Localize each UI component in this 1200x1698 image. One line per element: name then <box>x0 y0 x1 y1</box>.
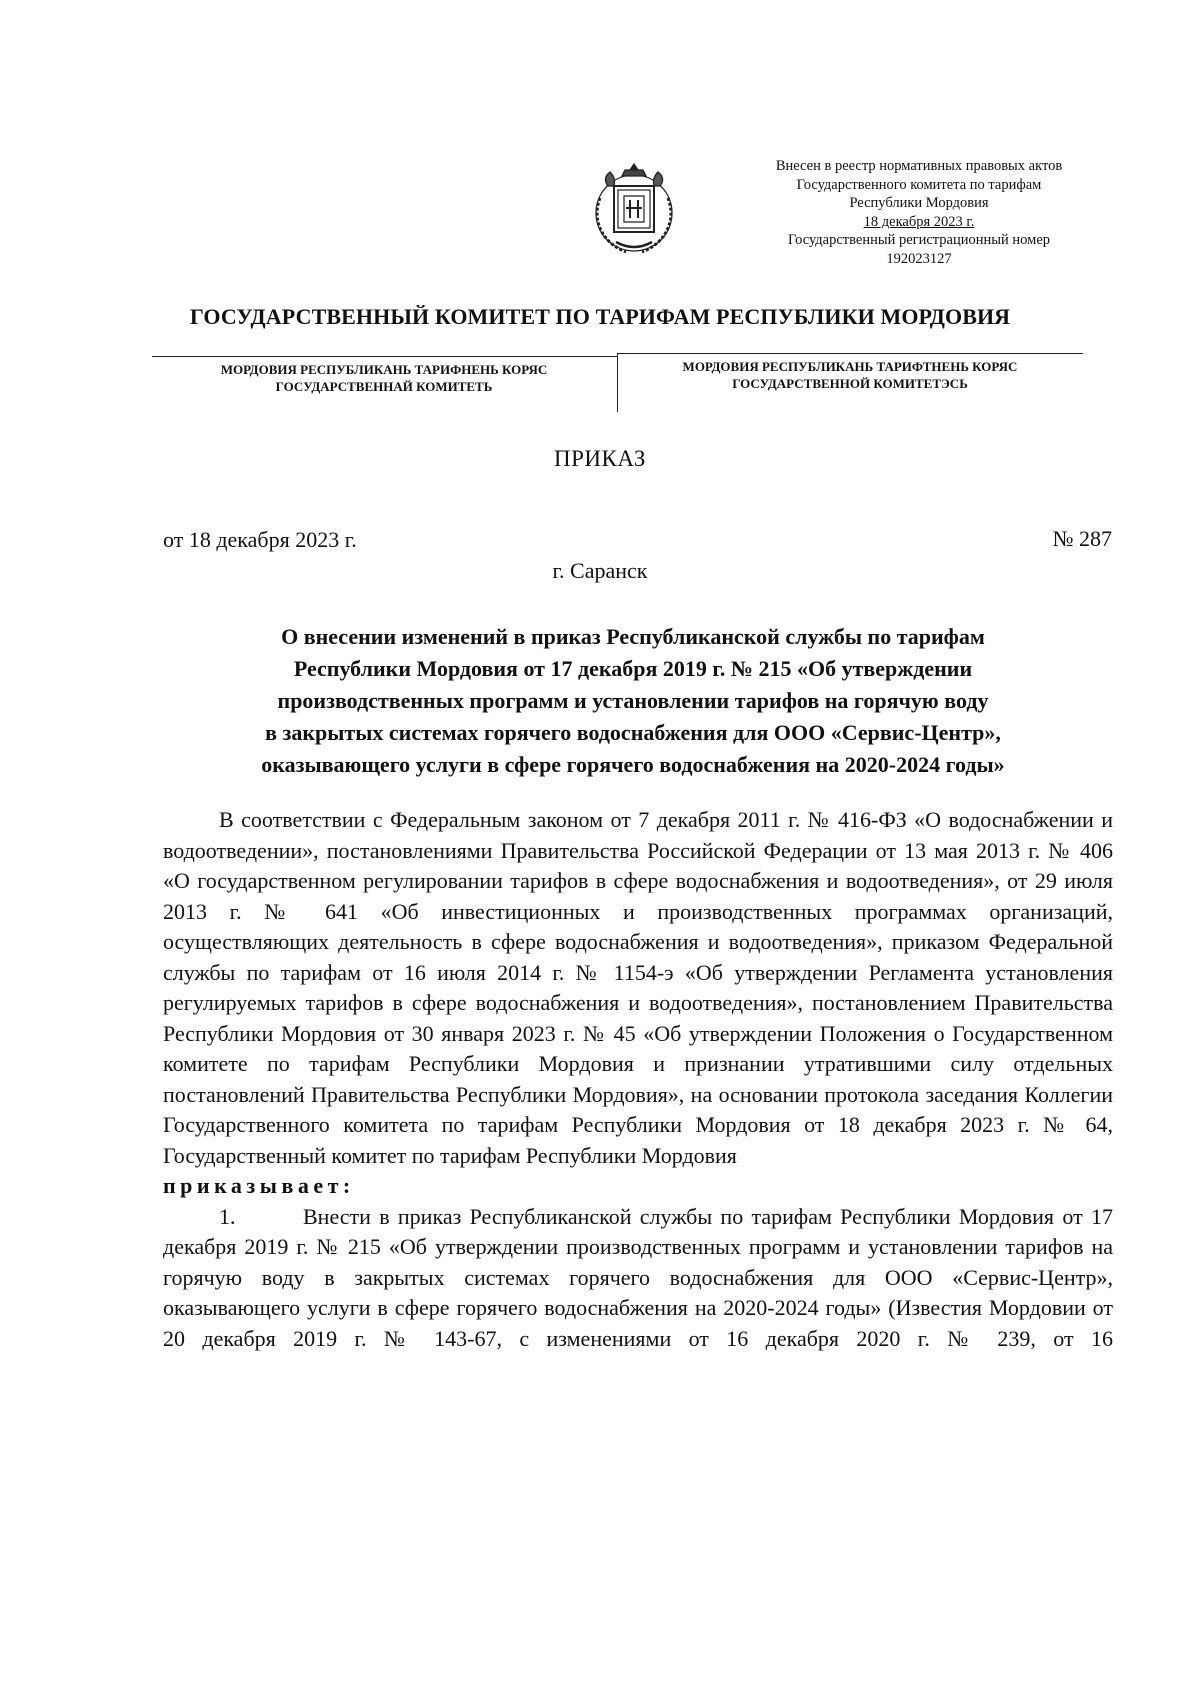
document-city: г. Саранск <box>552 558 648 583</box>
document-number: № 287 <box>1052 526 1112 551</box>
header-divider-left <box>152 356 617 357</box>
document-type: ПРИКАЗ <box>554 446 646 471</box>
erzya-line: МОРДОВИЯ РЕСПУБЛИКАНЬ ТАРИФТНЕНЬ КОРЯС <box>682 359 1018 374</box>
subject-line: Республики Мордовия от 17 декабря 2019 г. № 215 «Об утверждении <box>293 656 973 681</box>
erzya-line: ГОСУДАРСТВЕННОЙ КОМИТЕТЭСЬ <box>732 376 968 391</box>
moksha-committee-name <box>160 361 608 395</box>
registry-stamp <box>728 157 1110 268</box>
document-date: от 18 декабря 2023 г. <box>163 527 357 552</box>
subject-line: производственных программ и установлении тарифов на горячую воду <box>277 688 989 713</box>
item-number: 1. <box>219 1203 236 1229</box>
subject-line: в закрытых системах горячего водоснабжения для ООО «Сервис-Центр», <box>265 720 1001 745</box>
coat-of-arms-emblem <box>586 158 682 258</box>
document-subject <box>150 621 1116 781</box>
registry-line: Государственный регистрационный номер <box>787 232 1051 248</box>
moksha-line: МОРДОВИЯ РЕСПУБЛИКАНЬ ТАРИФНЕНЬ КОРЯС <box>220 362 548 377</box>
committee-title: ГОСУДАРСТВЕННЫЙ КОМИТЕТ ПО ТАРИФАМ РЕСПУБЛИКИ МОРДОВИЯ <box>189 304 1011 329</box>
subject-line: оказывающего услуги в сфере горячего водоснабжения на 2020-2024 годы» <box>261 752 1005 777</box>
registry-number: 192023127 <box>886 250 952 267</box>
erzya-committee-name <box>628 358 1072 392</box>
orders-word: приказывает: <box>163 1173 355 1198</box>
document-body <box>163 805 1113 1354</box>
header-divider-right <box>617 353 1083 354</box>
registry-line: Внесен в реестр нормативных правовых актов <box>775 158 1063 174</box>
registry-line: Государственного комитета по тарифам <box>796 176 1042 193</box>
item-text: Внести в приказ Республиканской службы по тарифам Республики Мордовия от 17 декабря 2019 г. № 215 «Об утверждении производственных программ и установлении тарифов на горячую воду в закрытых системах горячего водоснабжения для ООО «Сервис-Центр», оказывающего услуги в сфере горячего водоснабжения на 2020-2024 годы» (Известия Мордовии от 20 декабря 2019 г. № 143-67, с изменениями от 16 декабря 2020 г. № 239, от 16 <box>163 1203 1113 1351</box>
moksha-line: ГОСУДАРСТВЕННАЙ КОМИТЕТЬ <box>275 379 493 394</box>
registry-line: Республики Мордовия <box>849 195 989 211</box>
header-divider-vertical <box>617 354 618 412</box>
subject-line: О внесении изменений в приказ Республиканской службы по тарифам <box>281 624 985 649</box>
preamble-paragraph: В соответствии с Федеральным законом от 7 декабря 2011 г. № 416-ФЗ «О водоснабжении и водоотведении», постановлениями Правительства Российской Федерации от 13 мая 2013 г. № 406 «О государственном регулировании тарифов в сфере водоснабжения и водоотведения», от 29 июля 2013 г. № 641 «Об инвестиционных и производственных программах организаций, осуществляющих деятельность в сфере водоснабжения и водоотведения», приказом Федеральной службы по тарифам от 16 июля 2014 г. № 1154-э «Об утверждении Регламента установления регулируемых тарифов в сфере водоснабжения и водоотведения», постановлением Правительства Республики Мордовия от 30 января 2023 г. № 45 «Об утверждении Положения о Государственном комитете по тарифам Республики Мордовия и признании утратившими силу отдельных постановлений Правительства Республики Мордовия», на основании протокола заседания Коллегии Государственного комитета по тарифам Республики Мордовия от 18 декабря 2023 г. № 64, Государственный комитет по тарифам Республики Мордовия <box>163 807 1113 1168</box>
registry-date: 18 декабря 2023 г. <box>863 213 975 230</box>
order-item-1 <box>163 1202 1113 1355</box>
